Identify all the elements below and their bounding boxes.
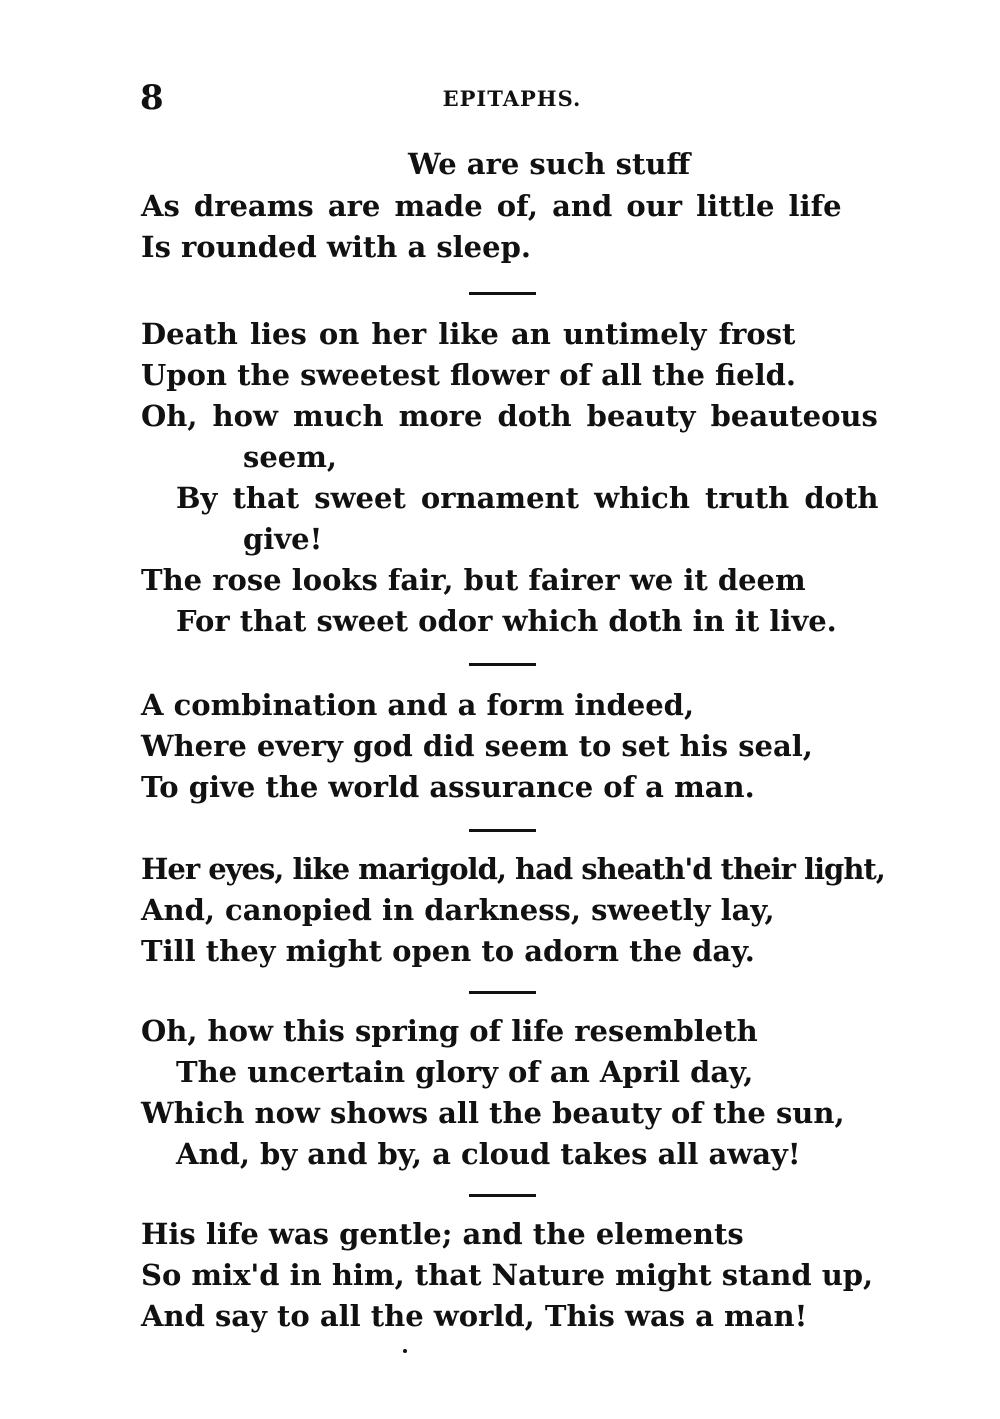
running-title: EPITAPHS.: [442, 86, 582, 111]
verse-line: Till they might open to adorn the day.: [141, 934, 755, 968]
verse-line: The uncertain glory of an April day,: [176, 1055, 754, 1089]
verse-line: Her eyes, like marigold, had sheath'd their light,: [141, 852, 885, 886]
verse-line: Upon the sweetest flower of all the field.: [141, 358, 796, 392]
section-divider: [469, 292, 536, 295]
verse-line: Which now shows all the beauty of the sun,: [141, 1096, 845, 1130]
verse-line: And, canopied in darkness, sweetly lay,: [141, 893, 775, 927]
section-divider: [469, 663, 536, 666]
verse-line: Is rounded with a sleep.: [141, 230, 531, 264]
verse-line: seem,: [243, 440, 338, 474]
verse-line: And, by and by, a cloud takes all away!: [176, 1137, 801, 1171]
verse-line: And say to all the world, This was a man!: [141, 1299, 808, 1333]
verse-line: give!: [243, 522, 323, 556]
verse-line: Where every god did seem to set his seal,: [141, 729, 813, 763]
section-divider: [469, 991, 536, 994]
verse-line: Death lies on her like an untimely frost: [141, 317, 796, 351]
verse-line: A combination and a form indeed,: [141, 688, 695, 722]
verse-line: We are such stuff: [408, 147, 691, 181]
verse-line: The rose looks fair, but fairer we it deem: [141, 563, 806, 597]
verse-line: Oh, how this spring of life resembleth: [141, 1014, 758, 1048]
page-number: 8: [140, 78, 165, 118]
verse-line: Oh, how much more doth beauty beauteous: [141, 399, 878, 433]
verse-line: His life was gentle; and the elements: [141, 1217, 744, 1251]
verse-line: So mix'd in him, that Nature might stand up,: [141, 1258, 874, 1292]
section-divider: [469, 1194, 536, 1197]
verse-line: By that sweet ornament which truth doth: [176, 481, 879, 515]
verse-line: To give the world assurance of a man.: [141, 770, 755, 804]
verse-line: For that sweet odor which doth in it live.: [176, 604, 837, 638]
section-divider: [469, 829, 536, 832]
signature-mark: [403, 1349, 407, 1353]
verse-line: As dreams are made of, and our little life: [141, 189, 842, 223]
